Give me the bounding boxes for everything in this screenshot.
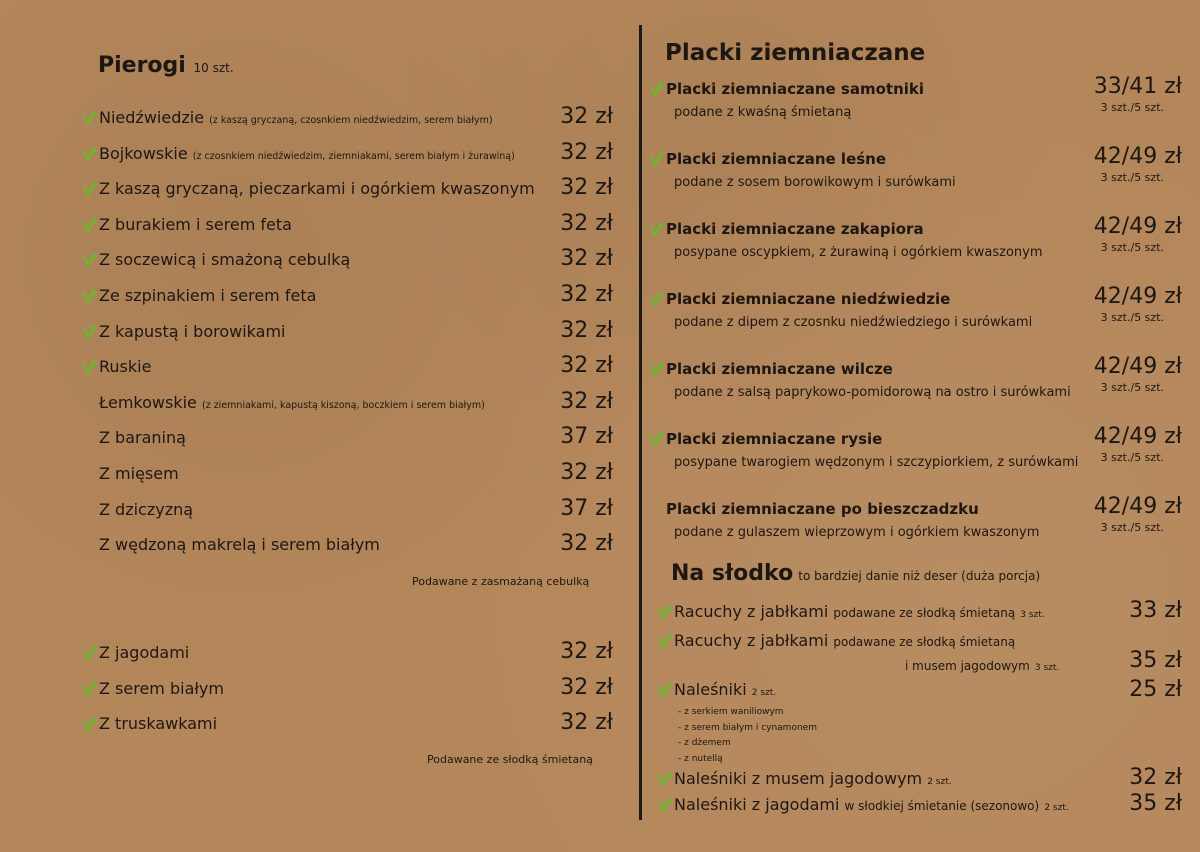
placki-item-desc: podane z kwaśną śmietaną bbox=[674, 105, 852, 120]
pierogi-item-name: Z kapustą i borowikami bbox=[99, 321, 286, 341]
pierogi-item bbox=[99, 464, 179, 483]
racuchy-price: 33 zł bbox=[1129, 598, 1182, 623]
pierogi-item bbox=[99, 250, 350, 269]
nalesniki-name: Naleśniki bbox=[674, 680, 747, 699]
vegetarian-leaf-icon bbox=[81, 288, 97, 304]
placki-item-price: 42/49 zł bbox=[1093, 144, 1182, 169]
pierogi-item-note: (z ziemniakami, kapustą kiszoną, boczkiem i serem białym) bbox=[201, 399, 485, 411]
placki-item-desc: posypane oscypkiem, z żurawiną i ogórkiem kwaszonym bbox=[674, 245, 1043, 260]
vegetarian-leaf-icon bbox=[656, 771, 672, 787]
vegetarian-leaf-icon bbox=[81, 181, 97, 197]
racuchy-mus-desc2: i musem jagodowym bbox=[905, 659, 1030, 673]
pierogi-item-price: 37 zł bbox=[560, 495, 613, 521]
pierogi-title-note: 10 szt. bbox=[193, 61, 234, 75]
pierogi-item-name: Z mięsem bbox=[99, 464, 179, 483]
nalesniki-options bbox=[678, 705, 817, 767]
racuchy-mus-qty: 3 szt. bbox=[1034, 663, 1060, 673]
pierogi-item bbox=[99, 535, 380, 554]
placki-item-qty: 3 szt./5 szt. bbox=[1100, 101, 1164, 114]
pierogi-item-price: 32 zł bbox=[560, 210, 613, 236]
pierogi-sweet-item-price: 32 zł bbox=[560, 639, 613, 664]
pierogi-item-price: 32 zł bbox=[560, 104, 613, 129]
pierogi-item-name: Łemkowskie bbox=[99, 392, 197, 412]
placki-item-desc: podane z dipem z czosnku niedźwiedziego i surówkami bbox=[674, 315, 1033, 330]
placki-item-qty: 3 szt./5 szt. bbox=[1100, 381, 1164, 394]
vegetarian-leaf-icon bbox=[81, 645, 97, 661]
placki-item-name: Placki ziemniaczane zakapiora bbox=[666, 220, 924, 238]
nalesniki-option: - z serkiem waniliowym bbox=[678, 707, 784, 717]
slodko-title: Na słodko bbox=[671, 561, 794, 586]
pierogi-item-name: Ruskie bbox=[99, 357, 152, 377]
vegetarian-leaf-icon bbox=[81, 110, 97, 126]
vegetarian-leaf-icon bbox=[648, 81, 664, 97]
nalesniki-mus-price: 32 zł bbox=[1129, 765, 1182, 790]
racuchy-mus-item bbox=[674, 631, 1015, 650]
vegetarian-leaf-icon bbox=[656, 797, 672, 813]
pierogi-item-name: Z baraniną bbox=[99, 428, 186, 448]
pierogi-item-price: 32 zł bbox=[560, 175, 613, 201]
vegetarian-leaf-icon bbox=[648, 431, 664, 447]
vegetarian-leaf-icon bbox=[656, 682, 672, 698]
vegetarian-leaf-icon bbox=[648, 221, 664, 237]
nalesniki-jagody-name: Naleśniki z jagodami bbox=[674, 795, 840, 814]
pierogi-item-price: 37 zł bbox=[560, 424, 613, 450]
pierogi-item-price: 32 zł bbox=[560, 353, 613, 379]
pierogi-item bbox=[99, 179, 535, 198]
racuchy-item bbox=[674, 602, 1045, 621]
pierogi-item-note: (z czosnkiem niedźwiedzim, ziemniakami, serem białym i żurawiną) bbox=[192, 150, 515, 162]
nalesniki-option: - z serem białym i cynamonem bbox=[678, 722, 817, 733]
nalesniki-mus-item bbox=[674, 769, 952, 788]
pierogi-item-name: Z burakiem i serem feta bbox=[99, 214, 292, 234]
placki-item-name: Placki ziemniaczane leśne bbox=[666, 150, 887, 168]
pierogi-item-name: Z soczewicą i smażoną cebulką bbox=[99, 250, 351, 270]
pierogi-item-price: 32 zł bbox=[560, 246, 613, 272]
vegetarian-leaf-icon bbox=[648, 361, 664, 377]
racuchy-name: Racuchy z jabłkami bbox=[674, 602, 829, 621]
nalesniki-option: - z dżemem bbox=[678, 738, 731, 748]
nalesniki-option: - z nutellą bbox=[678, 753, 723, 764]
pierogi-item bbox=[99, 393, 485, 412]
pierogi-item bbox=[99, 357, 151, 376]
pierogi-item-name: Niedźwiedzie bbox=[99, 108, 205, 127]
pierogi-item bbox=[99, 322, 285, 341]
nalesniki-jagody-price: 35 zł bbox=[1129, 791, 1182, 816]
placki-item-desc: podane z salsą paprykowo-pomidorową na ostro i surówkami bbox=[674, 385, 1071, 400]
nalesniki-mus-name: Naleśniki z musem jagodowym bbox=[674, 769, 923, 788]
nalesniki-jagody-qty: 2 szt. bbox=[1044, 803, 1069, 813]
pierogi-item-name: Bojkowskie bbox=[99, 143, 188, 163]
slodko-header bbox=[671, 561, 1040, 586]
racuchy-desc: podawane ze słodką śmietaną bbox=[833, 606, 1016, 620]
vegetarian-leaf-icon bbox=[81, 146, 97, 162]
pierogi-item-name: Ze szpinakiem i serem feta bbox=[99, 286, 317, 305]
pierogi-item-name: Z kaszą gryczaną, pieczarkami i ogórkiem kwaszonym bbox=[99, 179, 535, 199]
placki-item-qty: 3 szt./5 szt. bbox=[1100, 241, 1164, 254]
slodko-subtitle: to bardziej danie niż deser (duża porcja) bbox=[798, 569, 1041, 583]
nalesniki-jagody-desc: w słodkiej śmietanie (sezonowo) bbox=[844, 799, 1040, 813]
nalesniki-qty: 2 szt. bbox=[751, 688, 777, 698]
pierogi-item bbox=[99, 500, 193, 519]
placki-item-name: Placki ziemniaczane niedźwiedzie bbox=[666, 290, 951, 308]
placki-item-price: 33/41 zł bbox=[1093, 74, 1182, 99]
pierogi-item-name: Z wędzoną makrelą i serem białym bbox=[99, 535, 380, 555]
pierogi-sweet-item-name: Z jagodami bbox=[99, 643, 190, 662]
pierogi-item-price: 32 zł bbox=[560, 460, 613, 485]
placki-item-price: 42/49 zł bbox=[1093, 424, 1182, 449]
pierogi-sweet-item-price: 32 zł bbox=[560, 674, 613, 700]
vegetarian-leaf-icon bbox=[656, 604, 672, 620]
vegetarian-leaf-icon bbox=[648, 151, 664, 167]
pierogi-item-name: Z dziczyzną bbox=[99, 499, 194, 519]
placki-item-price: 42/49 zł bbox=[1093, 494, 1182, 519]
placki-item-name: Placki ziemniaczane samotniki bbox=[666, 80, 925, 98]
pierogi-item-price: 32 zł bbox=[560, 139, 613, 165]
pierogi-item bbox=[99, 286, 316, 305]
pierogi-sweet-footnote: Podawane ze słodką śmietaną bbox=[427, 753, 593, 766]
nalesniki-item bbox=[674, 680, 776, 699]
pierogi-title bbox=[98, 53, 234, 78]
placki-item-desc: podane z sosem borowikowym i surówkami bbox=[674, 175, 956, 190]
pierogi-title-text: Pierogi bbox=[98, 53, 186, 78]
placki-item-desc: posypane twarogiem wędzonym i szczypiorkiem, z surówkami bbox=[674, 455, 1079, 470]
vegetarian-leaf-icon bbox=[81, 681, 97, 697]
placki-item-price: 42/49 zł bbox=[1093, 354, 1182, 379]
nalesniki-price: 25 zł bbox=[1129, 677, 1182, 702]
placki-item-qty: 3 szt./5 szt. bbox=[1100, 521, 1164, 534]
vegetarian-leaf-icon bbox=[81, 252, 97, 268]
vegetarian-leaf-icon bbox=[656, 633, 672, 649]
placki-item-price: 42/49 zł bbox=[1093, 284, 1182, 309]
racuchy-mus-price: 35 zł bbox=[1129, 648, 1182, 673]
racuchy-mus-desc2-line bbox=[905, 655, 1059, 674]
placki-item-name: Placki ziemniaczane wilcze bbox=[666, 360, 893, 378]
pierogi-item-price: 32 zł bbox=[560, 388, 613, 414]
vegetarian-leaf-icon bbox=[81, 217, 97, 233]
racuchy-mus-desc: podawane ze słodką śmietaną bbox=[833, 635, 1016, 649]
vegetarian-leaf-icon bbox=[81, 324, 97, 340]
placki-item-qty: 3 szt./5 szt. bbox=[1100, 311, 1164, 324]
pierogi-sweet-item-name: Z serem białym bbox=[99, 678, 224, 698]
placki-item-price: 42/49 zł bbox=[1093, 214, 1182, 239]
vegetarian-leaf-icon bbox=[81, 359, 97, 375]
pierogi-sweet-item-price: 32 zł bbox=[560, 710, 613, 735]
vegetarian-leaf-icon bbox=[81, 716, 97, 732]
pierogi-footnote: Podawane z zasmażaną cebulką bbox=[412, 575, 590, 588]
vegetarian-leaf-icon bbox=[648, 291, 664, 307]
pierogi-item bbox=[99, 108, 493, 127]
column-divider bbox=[639, 25, 642, 820]
placki-item-name: Placki ziemniaczane po bieszczadzku bbox=[666, 500, 979, 518]
pierogi-item-price: 32 zł bbox=[560, 317, 613, 343]
pierogi-item-price: 32 zł bbox=[560, 282, 613, 307]
placki-item-qty: 3 szt./5 szt. bbox=[1100, 171, 1164, 184]
pierogi-item-note: (z kaszą gryczaną, czosnkiem niedźwiedzim, serem białym) bbox=[209, 115, 493, 126]
placki-item-name: Placki ziemniaczane rysie bbox=[666, 430, 883, 448]
placki-item-desc: podane z gulaszem wieprzowym i ogórkiem kwaszonym bbox=[674, 525, 1040, 540]
nalesniki-jagody-item bbox=[674, 795, 1069, 814]
racuchy-mus-name: Racuchy z jabłkami bbox=[674, 631, 829, 650]
pierogi-sweet-item-name: Z truskawkami bbox=[99, 714, 218, 733]
pierogi-item bbox=[99, 428, 186, 447]
pierogi-item bbox=[99, 215, 292, 234]
racuchy-qty: 3 szt. bbox=[1020, 610, 1045, 620]
placki-title: Placki ziemniaczane bbox=[665, 40, 926, 66]
nalesniki-mus-qty: 2 szt. bbox=[927, 777, 952, 787]
pierogi-item-price: 32 zł bbox=[560, 531, 613, 557]
pierogi-item bbox=[99, 144, 515, 163]
placki-item-qty: 3 szt./5 szt. bbox=[1100, 451, 1164, 464]
